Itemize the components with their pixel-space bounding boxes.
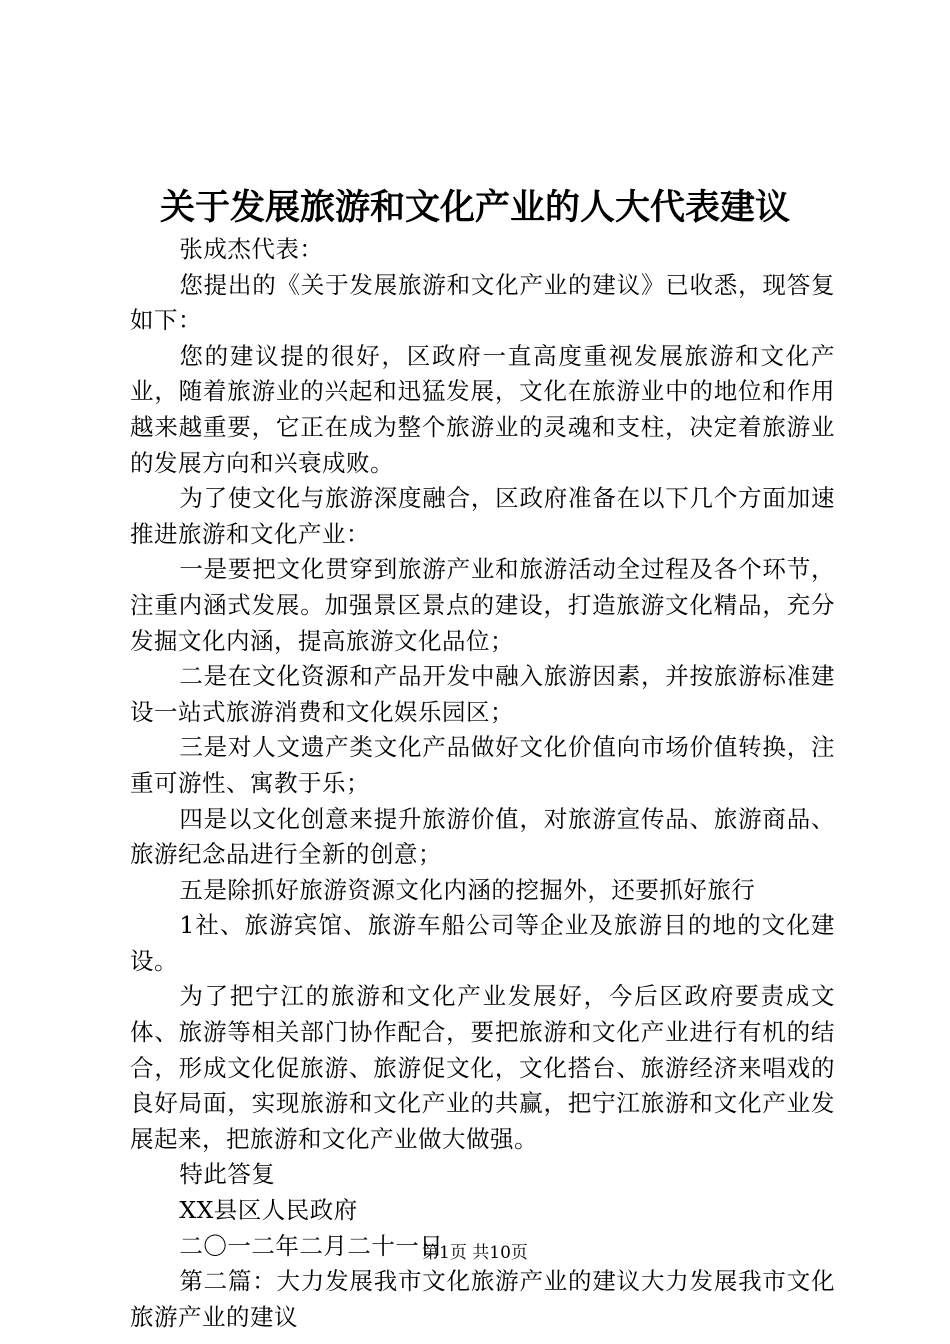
document-title: 关于发展旅游和文化产业的人大代表建议	[159, 187, 790, 228]
paragraph: 五是除抓好旅游资源文化内涵的挖掘外，还要抓好旅行	[179, 875, 756, 904]
paragraph: 您的建议提的很好，区政府一直高度重视发展旅游和文化产业，随着旅游业的兴起和迅猛发展，文化在旅游业中的地位和作用越来越重要，它正在成为整个旅游业的灵魂和支柱，决定着旅游业的发展方向和兴衰成败。	[130, 341, 835, 477]
paragraph: 四是以文化创意来提升旅游价值，对旅游宣传品、旅游商品、旅游纪念品进行全新的创意；	[130, 804, 835, 869]
paragraph: 二是在文化资源和产品开发中融入旅游因素，并按旅游标准建设一站式旅游消费和文化娱乐园区；	[130, 662, 835, 726]
paragraph: 第二篇：大力发展我市文化旅游产业的建议大力发展我市文化旅游产业的建议	[130, 1267, 835, 1331]
paragraph: 1社、旅游宾馆、旅游车船公司等企业及旅游目的地的文化建设。	[130, 911, 835, 975]
salutation: 张成杰代表：	[179, 235, 324, 263]
paragraph: 为了使文化与旅游深度融合，区政府准备在以下几个方面加速推进旅游和文化产业：	[130, 484, 835, 548]
paragraph: 您提出的《关于发展旅游和文化产业的建议》已收悉，现答复如下：	[130, 270, 835, 335]
paragraph: 一是要把文化贯穿到旅游产业和旅游活动全过程及各个环节，注重内涵式发展。加强景区景点的建设，打造旅游文化精品，充分发掘文化内涵，提高旅游文化品位；	[130, 555, 835, 655]
closing-line: 特此答复	[179, 1160, 276, 1189]
paragraph: 三是对人文遗产类文化产品做好文化价值向市场价值转换，注重可游性、寓教于乐；	[130, 733, 835, 797]
signature-organization: XX县区人民政府	[179, 1196, 358, 1225]
document-body	[130, 232, 835, 1335]
signature-date: 二〇一二年二月二十一日	[179, 1231, 444, 1260]
paragraph: 为了把宁江的旅游和文化产业发展好，今后区政府要责成文体、旅游等相关部门协作配合，要把旅游和文化产业进行有机的结合，形成文化促旅游、旅游促文化，文化搭台、旅游经济来唱戏的良好局面，实现旅游和文化产业的共赢，把宁江旅游和文化产业发展起来，把旅游和文化产业做大做强。	[130, 982, 835, 1153]
page-footer: 第1页 共10页	[422, 1243, 528, 1263]
